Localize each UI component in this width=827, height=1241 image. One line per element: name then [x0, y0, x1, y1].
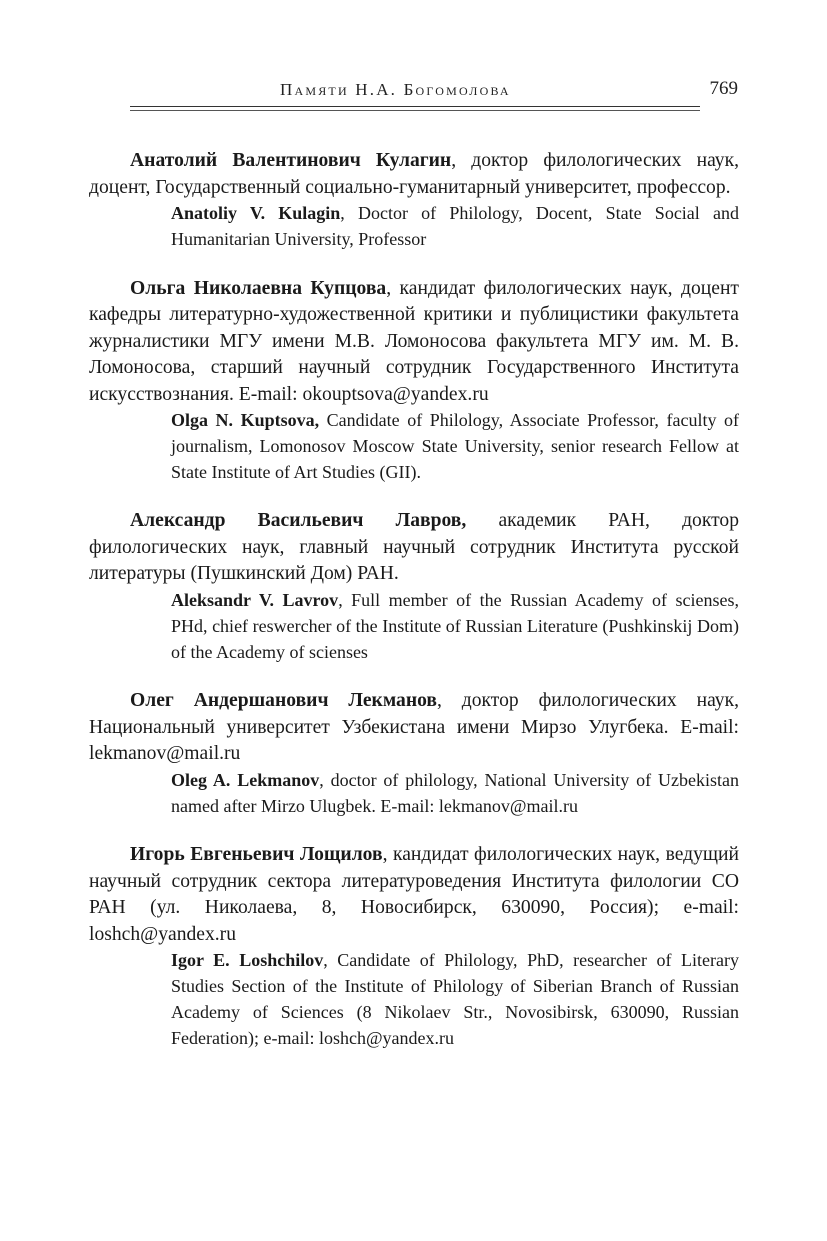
author-name-en: Aleksandr V. Lavrov [171, 589, 339, 610]
author-entry-english [171, 948, 739, 1051]
author-entry-russian [89, 688, 739, 768]
author-details-en: , Candidate of Philology, PhD, researcher of Literary Studies Section of the Institute of Philology of Siberian Branch of Russian Academy of Sciences (8 Nikolaev Str., Novosibirsk, 630090, Russian Federation); e-mail: loshch@yandex.ru [171, 950, 739, 1048]
author-name-ru: Александр Васильевич Лавров, [130, 510, 467, 532]
author-name-en: Anatoliy V. Kulagin [171, 203, 341, 223]
author-details-en: Candidate of Philology, Associate Professor, faculty of journalism, Lomonosov Moscow State University, senior research Fellow at State Institute of Art Studies (GII). [171, 410, 739, 482]
author-name-ru: Ольга Николаевна Купцова [130, 277, 387, 299]
author-name-ru: Игорь Евгеньевич Лощилов [130, 844, 383, 866]
author-details-ru: , кандидат филологических наук, доцент кафедры литературно-художественной критики и публицистики факультета журналистики МГУ имени М.В. Ломоносова факультета МГУ им. М. В. Ломоносова, старший научный сотрудник Государственного Института искусствознания. E-mail: okouptsova@yandex.ru [89, 277, 739, 405]
author-list [89, 148, 739, 1075]
author-details-ru: академик РАН, доктор филологических наук, главный научный сотрудник Института русской литературы (Пушкинский Дом) РАН. [89, 510, 739, 585]
author-details-ru: , доктор филологических наук, доцент, Государственный социально-гуманитарный университет, профессор. [89, 150, 739, 198]
author-details-ru: , доктор филологических наук, Национальный университет Узбекистана имени Мирзо Улугбека. E-mail: lekmanov@mail.ru [89, 690, 739, 765]
author-name-en: Igor E. Loshchilov [171, 950, 324, 971]
author-name-en: Olga N. Kuptsova, [171, 410, 320, 431]
author-details-en: , Full member of the Russian Academy of scienses, PHd, chief reswercher of the Institute of Russian Literature (Pushkinskij Dom) of the Academy of scienses [171, 589, 739, 662]
author-entry-russian [89, 508, 739, 588]
header-rule [130, 106, 700, 107]
author-entry [89, 842, 739, 1051]
author-entry [89, 688, 739, 819]
author-entry [89, 276, 739, 486]
running-header [130, 78, 738, 108]
author-details-en: , Doctor of Philology, Docent, State Social and Humanitarian University, Professor [171, 203, 739, 249]
author-name-en: Oleg A. Lekmanov [171, 769, 320, 790]
header-rule-thin [130, 110, 700, 111]
author-entry-english [171, 768, 739, 820]
author-entry-english [171, 201, 739, 253]
author-entry-russian [89, 842, 739, 948]
author-entry [89, 148, 739, 253]
author-details-en: , doctor of philology, National University of Uzbekistan named after Mirzo Ulugbek. E-mail: lekmanov@mail.ru [171, 769, 739, 816]
running-title: Памяти Н.А. Богомолова [280, 80, 511, 99]
author-name-ru: Олег Андершанович Лекманов [130, 690, 438, 712]
author-entry-russian [89, 148, 739, 201]
author-entry-russian [89, 276, 739, 409]
author-details-ru: , кандидат филологических наук, ведущий научный сотрудник сектора литературоведения Института филологии СО РАН (ул. Николаева, 8, Новосибирск, 630090, Россия); e-mail: loshch@yandex.ru [89, 844, 739, 945]
page-number: 769 [709, 78, 738, 99]
author-entry-english [171, 408, 739, 485]
author-entry-english [171, 588, 739, 665]
author-entry [89, 508, 739, 665]
author-name-ru: Анатолий Валентинович Кулагин [130, 150, 452, 171]
